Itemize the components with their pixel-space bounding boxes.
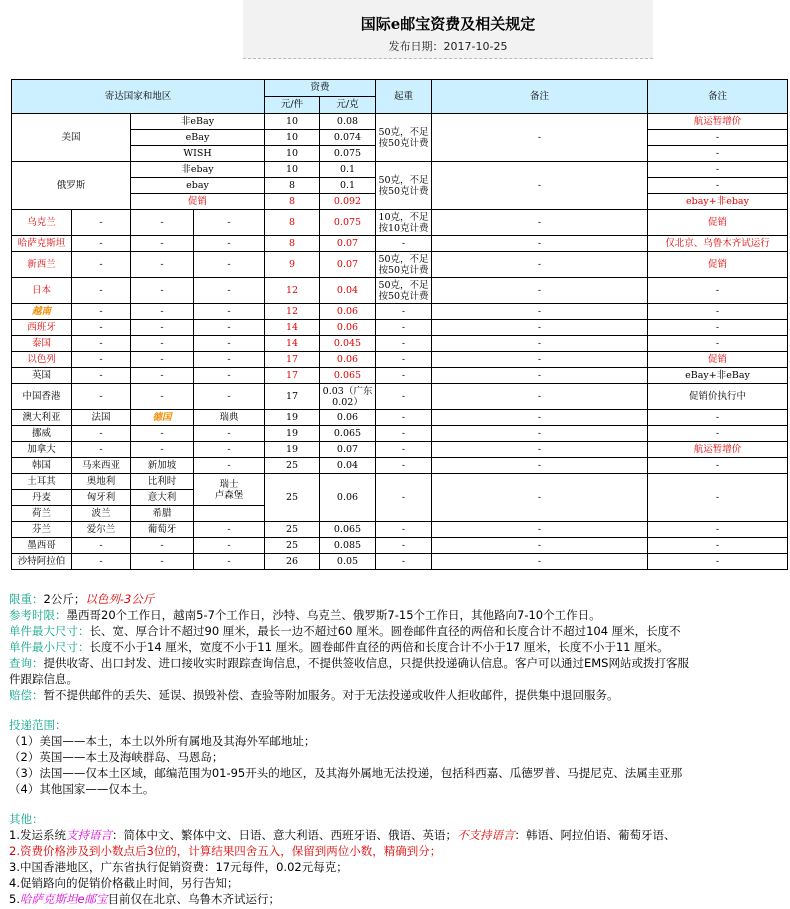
remark-2: 航运暂增价 bbox=[648, 442, 788, 458]
country-name: 荷兰 bbox=[12, 506, 72, 522]
sub-channel: eBay bbox=[131, 130, 265, 146]
other-item: 4.促销路向的促销价格截止时间，另行告知； bbox=[9, 876, 239, 890]
remark-1: - bbox=[432, 522, 648, 538]
country-name: 瑞典 bbox=[194, 410, 265, 426]
table-row bbox=[12, 538, 788, 554]
fee-table bbox=[11, 79, 788, 570]
fee-per-gram: 0.092 bbox=[320, 194, 376, 210]
note-label: 单件最大尺寸： bbox=[9, 624, 90, 638]
remark-2: 促销 bbox=[648, 252, 788, 278]
fee-per-gram: 0.03（广东0.02） bbox=[320, 384, 376, 410]
country-name: 波兰 bbox=[72, 506, 131, 522]
min-weight: - bbox=[376, 384, 432, 410]
remark-1: - bbox=[432, 236, 648, 252]
note-label: 赔偿： bbox=[9, 688, 44, 702]
fee-per-item: 25 bbox=[265, 522, 320, 538]
fee-per-item: 19 bbox=[265, 410, 320, 426]
remark-2: - bbox=[648, 178, 788, 194]
country-name: 澳大利亚 bbox=[12, 410, 72, 426]
table-row bbox=[12, 368, 788, 384]
remark-2: - bbox=[648, 278, 788, 304]
remark-1: - bbox=[432, 426, 648, 442]
remark-1: - bbox=[432, 210, 648, 236]
fee-per-item: 12 bbox=[265, 304, 320, 320]
table-row bbox=[12, 352, 788, 368]
remark-2: - bbox=[648, 162, 788, 178]
remark-2: - bbox=[648, 410, 788, 426]
country-name: 葡萄牙 bbox=[131, 522, 194, 538]
sub-channel: 非eBay bbox=[131, 114, 265, 130]
country-name: 挪威 bbox=[12, 426, 72, 442]
delivery-scope-heading: 投递范围： bbox=[9, 718, 67, 732]
sub-channel: 非ebay bbox=[131, 162, 265, 178]
empty-cell: - bbox=[72, 554, 131, 570]
fee-per-item: 8 bbox=[265, 236, 320, 252]
country-name: 泰国 bbox=[12, 336, 72, 352]
remark-1: - bbox=[432, 458, 648, 474]
table-row bbox=[12, 522, 788, 538]
note-label: 限重： bbox=[9, 592, 44, 606]
note-label: 参考时限： bbox=[9, 608, 67, 622]
fee-per-gram: 0.07 bbox=[320, 252, 376, 278]
note-highlight: 不支持语言 bbox=[456, 828, 515, 842]
min-weight: - bbox=[376, 538, 432, 554]
remark-2: - bbox=[648, 130, 788, 146]
note-highlight: 支持语言 bbox=[65, 828, 112, 842]
min-weight: - bbox=[376, 336, 432, 352]
empty-cell: - bbox=[194, 426, 265, 442]
empty-cell: - bbox=[131, 252, 194, 278]
note-text: 目前仅在北京、乌鲁木齐试运行； bbox=[107, 892, 281, 906]
empty-cell: - bbox=[194, 554, 265, 570]
fee-per-item: 19 bbox=[265, 442, 320, 458]
empty-cell: - bbox=[131, 426, 194, 442]
empty-cell: - bbox=[194, 210, 265, 236]
table-row bbox=[12, 252, 788, 278]
delivery-scope-item: （4）其他国家——仅本土。 bbox=[9, 782, 155, 796]
empty-cell: - bbox=[131, 368, 194, 384]
fee-per-item: 10 bbox=[265, 146, 320, 162]
empty-cell: - bbox=[72, 278, 131, 304]
empty-cell: - bbox=[131, 352, 194, 368]
note-tracking bbox=[9, 655, 790, 671]
min-weight: 50克，不足按50克计费 bbox=[376, 278, 432, 304]
note-text: 2公斤； bbox=[43, 592, 86, 606]
min-weight: - bbox=[376, 522, 432, 538]
fee-per-item: 17 bbox=[265, 368, 320, 384]
empty-cell: - bbox=[194, 442, 265, 458]
remark-2: - bbox=[648, 554, 788, 570]
fee-per-gram: 0.074 bbox=[320, 130, 376, 146]
empty-cell: - bbox=[131, 304, 194, 320]
note-text: 1.发运系统 bbox=[9, 828, 66, 842]
fee-per-gram: 0.1 bbox=[320, 178, 376, 194]
country-name: 乌克兰 bbox=[12, 210, 72, 236]
remark-2: 仅北京、乌鲁木齐试运行 bbox=[648, 236, 788, 252]
remark-2: - bbox=[648, 304, 788, 320]
remark-1: - bbox=[432, 336, 648, 352]
note-highlight: 以色列-3公斤 bbox=[85, 592, 155, 606]
header-per-gram: 元/克 bbox=[320, 97, 376, 114]
fee-per-item: 8 bbox=[265, 210, 320, 236]
remark-2: - bbox=[648, 538, 788, 554]
remark-2: - bbox=[648, 522, 788, 538]
country-name: 英国 bbox=[12, 368, 72, 384]
remark-2: ebay+非ebay bbox=[648, 194, 788, 210]
country-name: 土耳其 bbox=[12, 474, 72, 490]
fee-per-gram: 0.06 bbox=[320, 474, 376, 522]
empty-cell: - bbox=[194, 336, 265, 352]
empty-cell: - bbox=[72, 384, 131, 410]
min-weight: 50克，不足按50克计费 bbox=[376, 162, 432, 210]
empty-cell: - bbox=[194, 522, 265, 538]
country-name: 丹麦 bbox=[12, 490, 72, 506]
empty-cell: - bbox=[194, 252, 265, 278]
empty-cell: - bbox=[131, 320, 194, 336]
country-name: 美国 bbox=[12, 114, 131, 162]
delivery-scope-item: （2）英国——本土及海峡群岛、马恩岛； bbox=[9, 750, 224, 764]
empty-cell: - bbox=[131, 210, 194, 236]
country-name: 新西兰 bbox=[12, 252, 72, 278]
empty-cell: - bbox=[194, 538, 265, 554]
empty-cell: - bbox=[194, 236, 265, 252]
fee-per-gram: 0.065 bbox=[320, 426, 376, 442]
empty-cell bbox=[194, 506, 265, 522]
country-name: 意大利 bbox=[131, 490, 194, 506]
other-item: 3.中国香港地区，广东省执行促销资费：17元每件，0.02元每克； bbox=[9, 860, 348, 874]
header-region: 寄达国家和地区 bbox=[12, 80, 265, 114]
remark-2: 航运暂增价 bbox=[648, 114, 788, 130]
empty-cell: - bbox=[72, 538, 131, 554]
min-weight: - bbox=[376, 320, 432, 336]
remark-2: - bbox=[648, 146, 788, 162]
min-weight: - bbox=[376, 442, 432, 458]
empty-cell: - bbox=[131, 538, 194, 554]
min-weight: - bbox=[376, 304, 432, 320]
table-row bbox=[12, 474, 788, 490]
fee-per-gram: 0.06 bbox=[320, 352, 376, 368]
fee-per-item: 25 bbox=[265, 458, 320, 474]
sub-channel: 促销 bbox=[131, 194, 265, 210]
empty-cell: - bbox=[72, 320, 131, 336]
country-name: 墨西哥 bbox=[12, 538, 72, 554]
country-name: 日本 bbox=[12, 278, 72, 304]
country-name: 西班牙 bbox=[12, 320, 72, 336]
remark-1: - bbox=[432, 304, 648, 320]
remark-1: - bbox=[432, 352, 648, 368]
other-item bbox=[9, 891, 790, 907]
delivery-scope-item: （1）美国——本土，本土以外所有属地及其海外军邮地址； bbox=[9, 734, 316, 748]
empty-cell: - bbox=[194, 278, 265, 304]
remark-1: - bbox=[432, 410, 648, 426]
min-weight: - bbox=[376, 458, 432, 474]
note-text: ：韩语、阿拉伯语、葡萄牙语、 bbox=[514, 828, 676, 842]
country-name: 加拿大 bbox=[12, 442, 72, 458]
remark-2: - bbox=[648, 426, 788, 442]
fee-per-item: 9 bbox=[265, 252, 320, 278]
remark-2: - bbox=[648, 336, 788, 352]
page-title: 国际e邮宝资费及相关规定 bbox=[360, 15, 536, 33]
fee-per-gram: 0.04 bbox=[320, 458, 376, 474]
table-row bbox=[12, 426, 788, 442]
empty-cell: - bbox=[72, 352, 131, 368]
country-name: 匈牙利 bbox=[72, 490, 131, 506]
note-tracking-cont: 件跟踪信息。 bbox=[9, 672, 78, 686]
empty-cell: - bbox=[72, 236, 131, 252]
min-weight: - bbox=[376, 368, 432, 384]
fee-per-item: 26 bbox=[265, 554, 320, 570]
country-name: 韩国 bbox=[12, 458, 72, 474]
min-weight: - bbox=[376, 554, 432, 570]
fee-per-gram: 0.04 bbox=[320, 278, 376, 304]
table-row bbox=[12, 442, 788, 458]
empty-cell: - bbox=[131, 384, 194, 410]
min-weight: - bbox=[376, 410, 432, 426]
table-row bbox=[12, 336, 788, 352]
fee-per-gram: 0.065 bbox=[320, 368, 376, 384]
remark-1: - bbox=[432, 278, 648, 304]
country-name: 奥地利 bbox=[72, 474, 131, 490]
fee-per-item: 12 bbox=[265, 278, 320, 304]
fee-per-item: 10 bbox=[265, 114, 320, 130]
sub-channel: ebay bbox=[131, 178, 265, 194]
fee-per-item: 17 bbox=[265, 352, 320, 368]
fee-per-gram: 0.06 bbox=[320, 410, 376, 426]
min-weight: - bbox=[376, 426, 432, 442]
fee-per-item: 19 bbox=[265, 426, 320, 442]
empty-cell: - bbox=[131, 336, 194, 352]
remark-2: - bbox=[648, 458, 788, 474]
country-name: 新加坡 bbox=[131, 458, 194, 474]
fee-per-item: 14 bbox=[265, 320, 320, 336]
remark-1: - bbox=[432, 368, 648, 384]
table-row bbox=[12, 384, 788, 410]
fee-per-gram: 0.085 bbox=[320, 538, 376, 554]
empty-cell: - bbox=[131, 236, 194, 252]
min-weight: 10克，不足按10克计费 bbox=[376, 210, 432, 236]
other-heading: 其他： bbox=[9, 812, 44, 826]
fee-per-gram: 0.07 bbox=[320, 236, 376, 252]
fee-per-gram: 0.06 bbox=[320, 320, 376, 336]
country-name: 卢森堡 bbox=[214, 489, 244, 501]
country-name: 比利时 bbox=[131, 474, 194, 490]
note-max-size bbox=[9, 623, 790, 639]
table-row bbox=[12, 554, 788, 570]
country-name: 哈萨克斯坦 bbox=[12, 236, 72, 252]
country-name: 德国 bbox=[131, 410, 194, 426]
remark-1: - bbox=[432, 474, 648, 522]
country-name: 俄罗斯 bbox=[12, 162, 131, 210]
notes-section bbox=[9, 591, 790, 907]
other-item: 2.资费价格涉及到小数点后3位的，计算结果四舍五入，保留到两位小数，精确到分； bbox=[9, 844, 442, 858]
empty-cell: - bbox=[72, 210, 131, 236]
remark-1: - bbox=[432, 162, 648, 210]
empty-cell: - bbox=[72, 252, 131, 278]
header-per-item: 元/件 bbox=[265, 97, 320, 114]
country-name: 爱尔兰 bbox=[72, 522, 131, 538]
empty-cell: - bbox=[72, 304, 131, 320]
table-row bbox=[12, 210, 788, 236]
fee-per-item: 17 bbox=[265, 384, 320, 410]
remark-2: - bbox=[648, 474, 788, 522]
header-remark-2: 备注 bbox=[648, 80, 788, 114]
empty-cell: - bbox=[194, 352, 265, 368]
fee-per-gram: 0.065 bbox=[320, 522, 376, 538]
delivery-scope-item: （3）法国——仅本土区域，邮编范围为01-95开头的地区，及其海外属地无法投递，包括科西嘉、瓜德罗普、马提尼克、法属圭亚那 bbox=[9, 766, 683, 780]
empty-cell: - bbox=[131, 442, 194, 458]
empty-cell: - bbox=[72, 336, 131, 352]
sub-channel: WISH bbox=[131, 146, 265, 162]
note-text: 墨西哥20个工作日，越南5-7个工作日，沙特、乌克兰、俄罗斯7-15个工作日，其他路向7-10个工作日。 bbox=[66, 608, 601, 622]
empty-cell: - bbox=[194, 304, 265, 320]
country-name: 希腊 bbox=[131, 506, 194, 522]
country-name: 中国香港 bbox=[12, 384, 72, 410]
country-name: 越南 bbox=[12, 304, 72, 320]
remark-1: - bbox=[432, 114, 648, 162]
fee-per-gram: 0.08 bbox=[320, 114, 376, 130]
fee-per-item: 8 bbox=[265, 194, 320, 210]
fee-per-gram: 0.075 bbox=[320, 210, 376, 236]
fee-per-item: 25 bbox=[265, 474, 320, 522]
table-row bbox=[12, 236, 788, 252]
country-name: 芬兰 bbox=[12, 522, 72, 538]
min-weight: - bbox=[376, 352, 432, 368]
note-text: 提供收寄、出口封发、进口接收实时跟踪查询信息，不提供签收信息，只提供投递确认信息。客户可以通过EMS网站或拨打客服 bbox=[43, 656, 689, 670]
note-highlight: 哈萨克斯坦e邮宝 bbox=[19, 892, 108, 906]
header-min-weight: 起重 bbox=[376, 80, 432, 114]
fee-per-item: 25 bbox=[265, 538, 320, 554]
page-header bbox=[243, 0, 653, 59]
note-compensation bbox=[9, 687, 790, 703]
publish-date: 发布日期：2017-10-25 bbox=[388, 40, 508, 53]
remark-2: - bbox=[648, 320, 788, 336]
fee-per-item: 8 bbox=[265, 178, 320, 194]
empty-cell: - bbox=[194, 458, 265, 474]
country-name: 法国 bbox=[72, 410, 131, 426]
empty-cell: - bbox=[72, 368, 131, 384]
table-row bbox=[12, 114, 788, 130]
empty-cell: - bbox=[194, 384, 265, 410]
country-name: 马来西亚 bbox=[72, 458, 131, 474]
fee-per-gram: 0.1 bbox=[320, 162, 376, 178]
remark-1: - bbox=[432, 554, 648, 570]
remark-2: eBay+非eBay bbox=[648, 368, 788, 384]
table-row bbox=[12, 458, 788, 474]
fee-per-gram: 0.075 bbox=[320, 146, 376, 162]
note-label: 单件最小尺寸： bbox=[9, 640, 90, 654]
note-min-size bbox=[9, 639, 790, 655]
min-weight: - bbox=[376, 236, 432, 252]
empty-cell: - bbox=[72, 426, 131, 442]
remark-1: - bbox=[432, 384, 648, 410]
empty-cell: - bbox=[194, 368, 265, 384]
note-text: 长度不小于14 厘米，宽度不小于11 厘米。圆卷邮件直径的两倍和长度合计不小于17 厘米，长度不小于11 厘米。 bbox=[89, 640, 669, 654]
country-name: 瑞士 bbox=[219, 478, 239, 490]
remark-1: - bbox=[432, 442, 648, 458]
min-weight: - bbox=[376, 474, 432, 522]
header-fee: 资费 bbox=[265, 80, 376, 97]
empty-cell: - bbox=[194, 320, 265, 336]
fee-per-gram: 0.06 bbox=[320, 304, 376, 320]
fee-per-item: 14 bbox=[265, 336, 320, 352]
table-row bbox=[12, 278, 788, 304]
min-weight: 50克，不足按50克计费 bbox=[376, 252, 432, 278]
country-name: 沙特阿拉伯 bbox=[12, 554, 72, 570]
note-text: 5. bbox=[9, 892, 20, 906]
remark-1: - bbox=[432, 538, 648, 554]
fee-per-item: 10 bbox=[265, 130, 320, 146]
fee-per-gram: 0.045 bbox=[320, 336, 376, 352]
min-weight: 50克，不足按50克计费 bbox=[376, 114, 432, 162]
empty-cell: - bbox=[131, 278, 194, 304]
note-delivery-time bbox=[9, 607, 790, 623]
fee-per-gram: 0.07 bbox=[320, 442, 376, 458]
note-text: 暂不提供邮件的丢失、延误、损毁补偿、查验等附加服务。对于无法投递或收件人拒收邮件，提供集中退回服务。 bbox=[43, 688, 619, 702]
remark-1: - bbox=[432, 320, 648, 336]
table-header-row bbox=[12, 80, 788, 97]
remark-2: 促销价执行中 bbox=[648, 384, 788, 410]
remark-2: 促销 bbox=[648, 210, 788, 236]
fee-per-gram: 0.05 bbox=[320, 554, 376, 570]
table-row bbox=[12, 304, 788, 320]
table-row bbox=[12, 410, 788, 426]
empty-cell: - bbox=[72, 442, 131, 458]
country-name: 以色列 bbox=[12, 352, 72, 368]
header-remark-1: 备注 bbox=[432, 80, 648, 114]
table-row bbox=[12, 162, 788, 178]
other-item bbox=[9, 827, 790, 843]
note-weight-limit bbox=[9, 591, 790, 607]
note-label: 查询： bbox=[9, 656, 44, 670]
fee-per-item: 10 bbox=[265, 162, 320, 178]
remark-1: - bbox=[432, 252, 648, 278]
remark-2: 促销 bbox=[648, 352, 788, 368]
empty-cell: - bbox=[131, 554, 194, 570]
country-name bbox=[194, 474, 265, 506]
note-text: ：简体中文、繁体中文、日语、意大利语、西班牙语、俄语、英语； bbox=[111, 828, 457, 842]
note-text: 长、宽、厚合计不超过90 厘米，最长一边不超过60 厘米。圆卷邮件直径的两倍和长度合计不超过104 厘米，长度不 bbox=[89, 624, 681, 638]
table-row bbox=[12, 320, 788, 336]
